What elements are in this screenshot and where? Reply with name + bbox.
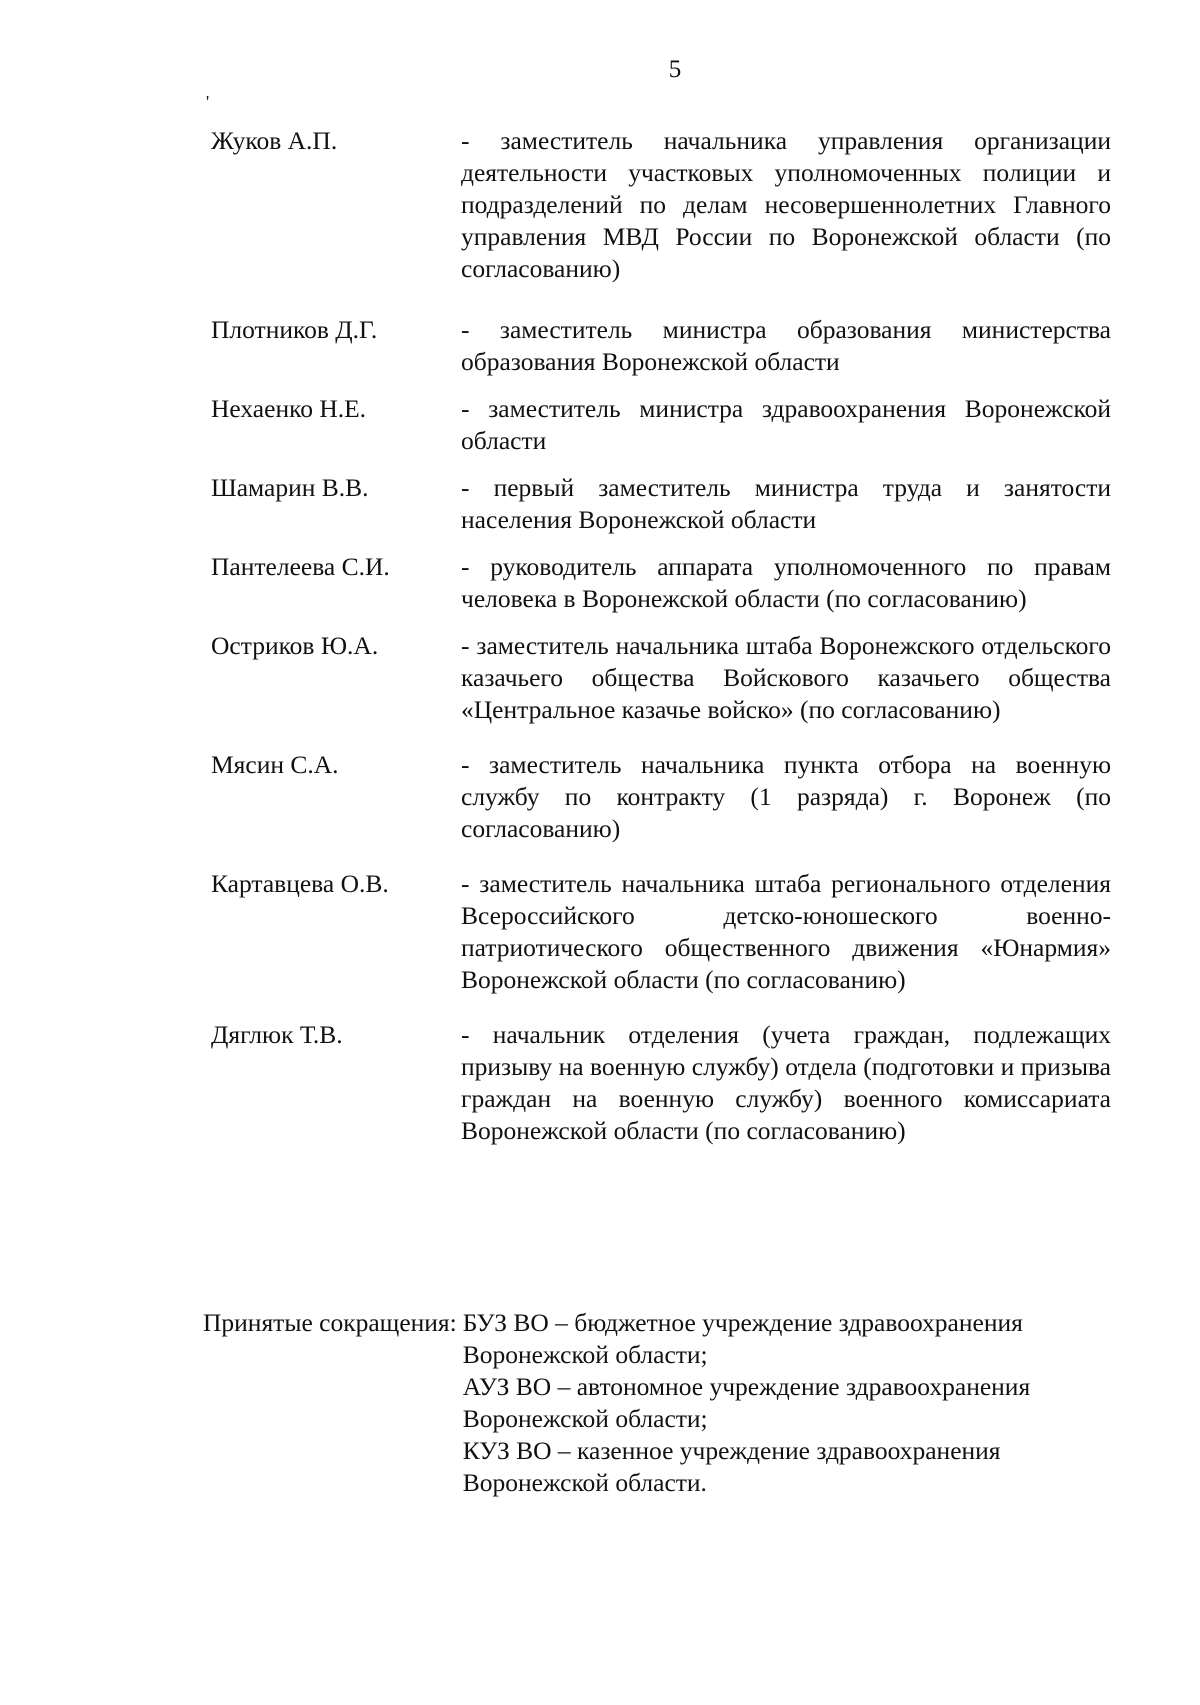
abbreviation-continuation: Воронежской области; bbox=[462, 1340, 708, 1369]
abbreviations-label: Принятые сокращения: bbox=[203, 1308, 457, 1337]
member-name: Пантелеева С.И. bbox=[211, 552, 390, 581]
member-position: - начальник отделения (учета граждан, подлежащих призыву на военную службу) отдела (подготовки и призыва граждан на военную службу) военного комиссариата Воронежской области (по согласованию) bbox=[461, 1020, 1111, 1145]
abbreviation-item bbox=[463, 1307, 1163, 1371]
member-position: - заместитель начальника управления организации деятельности участковых уполномоченных полиции и подразделений по делам несовершеннолетних Главного управления МВД России по Воронежской области (по согласованию) bbox=[461, 126, 1111, 283]
member-name: Шамарин В.В. bbox=[211, 473, 369, 502]
member-position: - заместитель начальника пункта отбора на военную службу по контракту (1 разряда) г. Воронеж (по согласованию) bbox=[461, 750, 1111, 843]
abbreviation-definition: БУЗ ВО – бюджетное учреждение здравоохранения bbox=[462, 1308, 1023, 1337]
member-entry bbox=[211, 630, 1111, 726]
member-position: - руководитель аппарата уполномоченного по правам человека в Воронежской области (по согласованию) bbox=[461, 552, 1111, 613]
member-position: - первый заместитель министра труда и занятости населения Воронежской области bbox=[461, 473, 1111, 534]
commission-members-list bbox=[211, 125, 1111, 1147]
abbreviation-item bbox=[463, 1435, 1163, 1499]
member-entry bbox=[211, 868, 1111, 996]
page-number: 5 bbox=[668, 56, 682, 83]
member-name: Мясин С.А. bbox=[211, 750, 339, 779]
member-entry bbox=[211, 125, 1111, 285]
member-name: Остриков Ю.А. bbox=[211, 631, 379, 660]
member-entry bbox=[211, 314, 1111, 378]
abbreviations-section bbox=[203, 1307, 1163, 1499]
member-entry bbox=[211, 472, 1111, 536]
member-position: - заместитель министра здравоохранения Воронежской области bbox=[461, 394, 1111, 455]
member-position: - заместитель начальника штаба Воронежского отдельского казачьего общества Войскового казачьего общества «Центральное казачье войско» (по согласованию) bbox=[461, 631, 1111, 724]
abbreviation-item bbox=[463, 1371, 1163, 1435]
member-position: - заместитель министра образования министерства образования Воронежской области bbox=[461, 315, 1111, 376]
abbreviation-continuation: Воронежской области. bbox=[462, 1468, 707, 1497]
abbreviation-continuation: Воронежской области; bbox=[462, 1404, 708, 1433]
member-name: Плотников Д.Г. bbox=[211, 315, 378, 344]
abbreviation-definition: АУЗ ВО – автономное учреждение здравоохранения bbox=[462, 1372, 1031, 1401]
stray-mark: ' bbox=[206, 92, 210, 112]
member-entry bbox=[211, 749, 1111, 845]
member-entry bbox=[211, 393, 1111, 457]
member-name: Нехаенко Н.Е. bbox=[211, 394, 367, 423]
abbreviations-list bbox=[463, 1307, 1163, 1499]
abbreviation-definition: КУЗ ВО – казенное учреждение здравоохранения bbox=[462, 1436, 1001, 1465]
member-entry bbox=[211, 551, 1111, 615]
member-name: Дяглюк Т.В. bbox=[211, 1020, 343, 1049]
member-entry bbox=[211, 1019, 1111, 1147]
member-position: - заместитель начальника штаба регионального отделения Всероссийского детско-юношеского военно-патриотического общественного движения «Юнармия» Воронежской области (по согласованию) bbox=[461, 869, 1111, 994]
member-name: Картавцева О.В. bbox=[211, 869, 389, 898]
member-name: Жуков А.П. bbox=[211, 126, 338, 155]
